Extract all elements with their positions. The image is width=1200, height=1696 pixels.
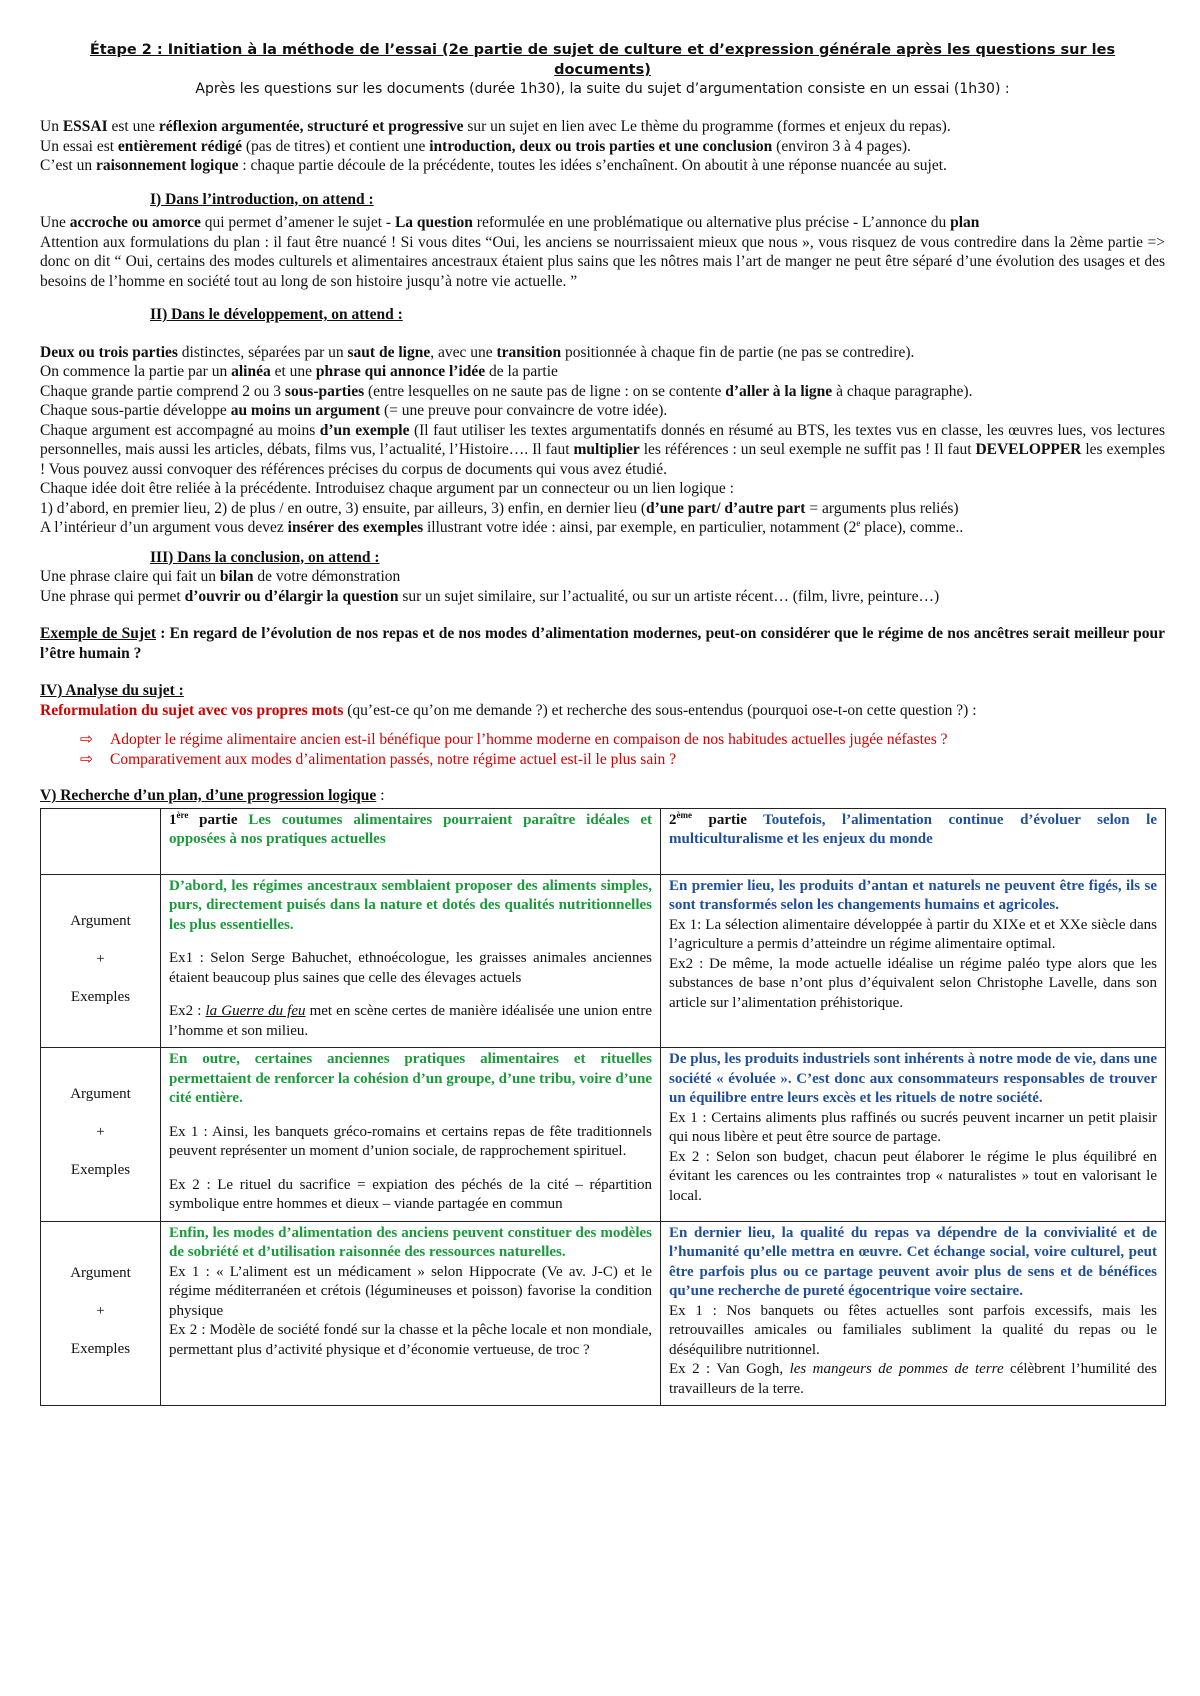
plan-table — [40, 808, 1166, 1407]
table-row — [41, 1221, 1166, 1406]
exemple-sujet: Exemple de Sujet : En regard de l’évolution de nos repas et de nos modes d’alimentation modernes, peut-on considérer que le régime de nos ancêtres serait meilleur pour l’être humain ? — [40, 625, 1165, 662]
row-label: Argument + Exemples — [41, 874, 161, 1048]
section-heading-conclusion: III) Dans la conclusion, on attend : — [150, 548, 380, 566]
document-page — [40, 40, 1165, 1406]
intro-line-2: Un essai est entièrement rédigé (pas de titres) et contient une introduction, deux ou trois parties et une conclusion (environ 3 à 4 pages). — [40, 137, 911, 155]
dev-line-8: A l’intérieur d’un argument vous devez insérer des exemples illustrant votre idée : ainsi, par exemple, en particulier, notamment (2e place), comme.. — [40, 517, 964, 536]
section-heading-analyse: IV) Analyse du sujet : — [40, 682, 184, 699]
argument-cell: Enfin, les modes d’alimentation des anciens peuvent constituer des modèles de sobriété et d’utilisation raisonnée des ressources naturelles. Ex 1 : « L’aliment est un médicament » selon Hippocrate (Ve av. J-C) et le régime méditerranéen et crétois (légumineuses et poisson) favorise la condition physique Ex 2 : Modèle de société fondé sur la chasse et la pêche locale et non mondiale, permettant plus d’activité physique et d’économie vertueuse, de troc ? — [161, 1221, 661, 1406]
list-item: ⇨ Comparativement aux modes d’alimentation passés, notre régime actuel est-il le plus sain ? — [80, 751, 677, 768]
argument-cell: En dernier lieu, la qualité du repas va dépendre de la convivialité et de l’humanité qu’elle mettra en œuvre. Cet échange social, voire culturel, peut être parfois plus ou ce partage peuvent avoir plus de sens et de bénéfices qu’une recherche de pureté égocentrique voire sectaire. Ex 1 : Nos banquets ou fêtes actuelles sont parfois excessifs, mais les retrouvailles amicales ou familiales subliment la qualité du repas ou le déséquilibre nutritionnel. Ex 2 : Van Gogh, les mangeurs de pommes de terre célèbrent l’humilité des travailleurs de la terre. — [661, 1221, 1166, 1406]
table-row — [41, 874, 1166, 1048]
analyse-intro: Reformulation du sujet avec vos propres mots (qu’est-ce qu’on me demande ?) et recherche des sous-entendus (pourquoi ose-t-on cette question ?) : — [40, 701, 977, 719]
document-subtitle: Après les questions sur les documents (durée 1h30), la suite du sujet d’argumentation consiste en un essai (1h30) : — [195, 81, 1010, 97]
argument-cell: De plus, les produits industriels sont inhérents à notre mode de vie, dans une société « évoluée ». C’est donc aux consommateurs responsables de trouver un équilibre entre leurs excès et les rituels de notre société. Ex 1 : Certains aliments plus raffinés ou sucrés peuvent incarner un petit plaisir qui nous libère et peut être source de partage. Ex 2 : Selon son budget, chacun peut élaborer le régime le plus équilibré en évitant les carences ou les contraintes trop « naturalistes » tout en valorisant le local. — [661, 1048, 1166, 1222]
header-part-1: 1ère partie Les coutumes alimentaires pourraient paraître idéales et opposées à nos pratiques actuelles — [161, 808, 661, 874]
dev-line-3: Chaque grande partie comprend 2 ou 3 sous-parties (entre lesquelles on ne saute pas de ligne : on se contente d’aller à la ligne à chaque paragraphe). — [40, 382, 973, 400]
section-heading-developpement: II) Dans le développement, on attend : — [150, 306, 403, 323]
reformulation-list — [80, 730, 1165, 770]
dev-line-7: 1) d’abord, en premier lieu, 2) de plus / en outre, 3) ensuite, par ailleurs, 3) enfin, en dernier lieu (d’une part/ d’autre part = arguments plus reliés) — [40, 499, 959, 517]
argument-cell: En outre, certaines anciennes pratiques alimentaires et rituelles permettaient de renforcer la cohésion d’un groupe, d’une tribu, voire d’une cité entière. Ex 1 : Ainsi, les banquets gréco-romains et certains repas de fête traditionnels peuvent représenter un moment d’union sociale, de rapprochement spirituel. Ex 2 : Le rituel du sacrifice = expiation des péchés de la cité – répartition symbolique entre hommes et dieux – viande partagée en commun — [161, 1048, 661, 1222]
header-part-2: 2ème partie Toutefois, l’alimentation continue d’évoluer selon le multiculturalisme et les enjeux du monde — [661, 808, 1166, 874]
developpement-block — [40, 343, 1165, 538]
section-heading-plan: V) Recherche d’un plan, d’une progression logique : — [40, 787, 385, 804]
row-label: Argument + Exemples — [41, 1221, 161, 1406]
table-row — [41, 1048, 1166, 1222]
introduction-plan-note: Attention aux formulations du plan : il faut être nuancé ! Si vous dites “Oui, les anciens se nourrissaient mieux que nous », vous risquez de vous contredire dans la 2ème partie => donc on dit “ Oui, certains des modes culturels et alimentaires ancestraux étaient plus sains que les nôtres mais l’art de manger ne peut être séparé d’une évolution des usages et des besoins de l’homme en société tout au long de son histoire jusqu’à notre vie actuelle. ” — [40, 233, 1165, 290]
arrow-right-icon: ⇨ — [80, 731, 93, 748]
list-item: ⇨ Adopter le régime alimentaire ancien est-il bénéfique pour l’homme moderne en compaison de nos habitudes actuelles jugée néfastes ? — [80, 731, 948, 748]
intro-line-3: C’est un raisonnement logique : chaque partie découle de la précédente, toutes les idées s’enchaînent. On aboutit à une réponse nuancée au sujet. — [40, 157, 947, 174]
intro-line-1: Un ESSAI est une réflexion argumentée, structuré et progressive sur un sujet en lien avec Le thème du programme (formes et enjeux du repas). — [40, 118, 951, 135]
intro-block — [40, 117, 1165, 176]
document-title: Étape 2 : Initiation à la méthode de l’essai (2e partie de sujet de culture et d’expression générale après les questions sur les documents) — [89, 42, 1116, 78]
section-heading-introduction: I) Dans l’introduction, on attend : — [150, 190, 374, 208]
conclusion-line-1: Une phrase claire qui fait un bilan de votre démonstration — [40, 568, 401, 585]
conclusion-line-2: Une phrase qui permet d’ouvrir ou d’élargir la question sur un sujet similaire, sur l’actualité, ou sur un artiste récent… (film, livre, peinture…) — [40, 587, 940, 605]
dev-line-6: Chaque idée doit être reliée à la précédente. Introduisez chaque argument par un connecteur ou un lien logique : — [40, 480, 734, 497]
dev-line-1: Deux ou trois parties distinctes, séparées par un saut de ligne, avec une transition positionnée à chaque fin de partie (ne pas se contredire). — [40, 343, 915, 361]
table-row — [41, 808, 1166, 874]
arrow-right-icon: ⇨ — [80, 751, 93, 768]
dev-line-5: Chaque argument est accompagné au moins d’un exemple (Il faut utiliser les textes argumentatifs donnés en résumé au BTS, les textes vus en classe, les œuvres lues, vos lectures personnelles, mais aussi les articles, débats, films vus, l’actualité, l’Histoire…. Il faut multiplier les références : un seul exemple ne suffit pas ! Il faut DEVELOPPER les exemples ! Vous pouvez aussi convoquer des références précises du corpus de documents qui vous avez étudié. — [40, 421, 1166, 478]
table-corner-cell — [41, 808, 161, 874]
introduction-expectations: Une accroche ou amorce qui permet d’amener le sujet - La question reformulée en une problématique ou alternative plus précise - L’annonce du plan — [40, 214, 980, 231]
dev-line-4: Chaque sous-partie développe au moins un argument (= une preuve pour convaincre de votre idée). — [40, 402, 668, 419]
argument-cell: En premier lieu, les produits d’antan et naturels ne peuvent être figés, ils se sont transformés selon les changements humains et agricoles. Ex 1: La sélection alimentaire développée à partir du XIXe et et XXe siècle dans l’agriculture a permis d’atteindre un régime alimentaire optimal. Ex2 : De même, la mode actuelle idéalise un régime paléo type alors que les substances de base n’ont plus d’équivalent selon Christophe Lavelle, dans son article sur l’alimentation préhistorique. — [661, 874, 1166, 1048]
argument-cell: D’abord, les régimes ancestraux semblaient proposer des aliments simples, purs, directement puisés dans la nature et dotés des qualités nutritionnelles les plus essentielles. Ex1 : Selon Serge Bahuchet, ethnoécologue, les graisses animales anciennes étaient beaucoup plus saines que celle des élevages actuels Ex2 : la Guerre du feu met en scène certes de manière idéalisée une union entre l’homme et son milieu. — [161, 874, 661, 1048]
dev-line-2: On commence la partie par un alinéa et une phrase qui annonce l’idée de la partie — [40, 363, 558, 380]
row-label: Argument + Exemples — [41, 1048, 161, 1222]
